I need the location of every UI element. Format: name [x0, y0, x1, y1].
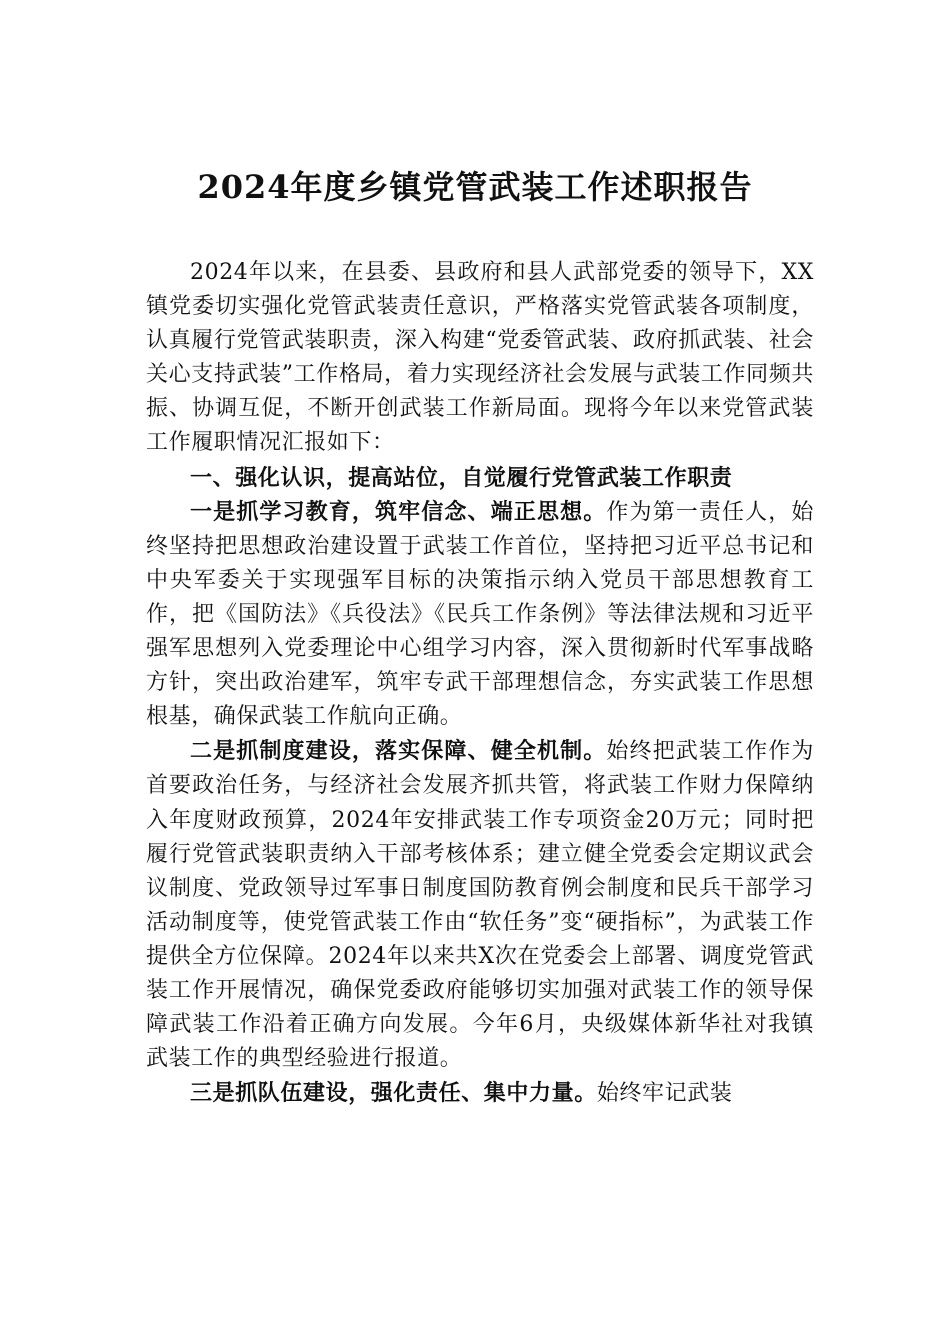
- section-1-heading: 一、强化认识，提高站位，自觉履行党管武装工作职责: [190, 464, 733, 491]
- item-2-lead: 二是抓制度建设，落实保障、健全机制。: [190, 738, 607, 765]
- intro-paragraph: 2024年以来，在县委、县政府和县人武部党委的领导下，XX镇党委切实强化党管武装责任意识，严格落实党管武装各项制度，认真履行党管武装职责，深入构建“党委管武装、政府抓武装、社会关心支持武装”工作格局，着力实现经济社会发展与武装工作同频共振、协调互促，不断开创武装工作新局面。现将今年以来党管武装工作履职情况汇报如下：: [146, 260, 814, 456]
- item-2-text: 始终把武装工作作为首要政治任务，与经济社会发展齐抓共管，将武装工作财力保障纳入年度财政预算，2024年安排武装工作专项资金20万元；同时把履行党管武装职责纳入干部考核体系；建立健全党委会定期议武会议制度、党政领导过军事日制度国防教育例会制度和民兵干部学习活动制度等，使党管武装工作由“软任务”变“硬指标”，为武装工作提供全方位保障。2024年以来共X次在党委会上部署、调度党管武装工作开展情况，确保党委政府能够切实加强对武装工作的领导保障武装工作沿着正确方向发展。今年6月，央级媒体新华社对我镇武装工作的典型经验进行报道。: [146, 739, 814, 1072]
- section-1-item-3: [146, 1076, 814, 1111]
- item-3-lead: 三是抓队伍建设，强化责任、集中力量。: [190, 1080, 597, 1107]
- section-1-item-2: [146, 734, 814, 1076]
- item-1-text: 作为第一责任人，始终坚持把思想政治建设置于武装工作首位，坚持把习近平总书记和中央军委关于实现强军目标的决策指示纳入党员干部思想教育工作，把《国防法》《兵役法》《民兵工作条例》等法律法规和习近平强军思想列入党委理论中心组学习内容，深入贯彻新时代军事战略方针，突出政治建军，筑牢专武干部理想信念，夯实武装工作思想根基，确保武装工作航向正确。: [146, 499, 814, 730]
- item-1-lead: 一是抓学习教育，筑牢信念、端正思想。: [190, 498, 607, 525]
- document-title: 2024年度乡镇党管武装工作述职报告: [197, 168, 753, 206]
- document-body: [146, 256, 814, 1111]
- item-3-text: 始终牢记武装: [596, 1081, 733, 1107]
- section-1-item-1: [146, 495, 814, 735]
